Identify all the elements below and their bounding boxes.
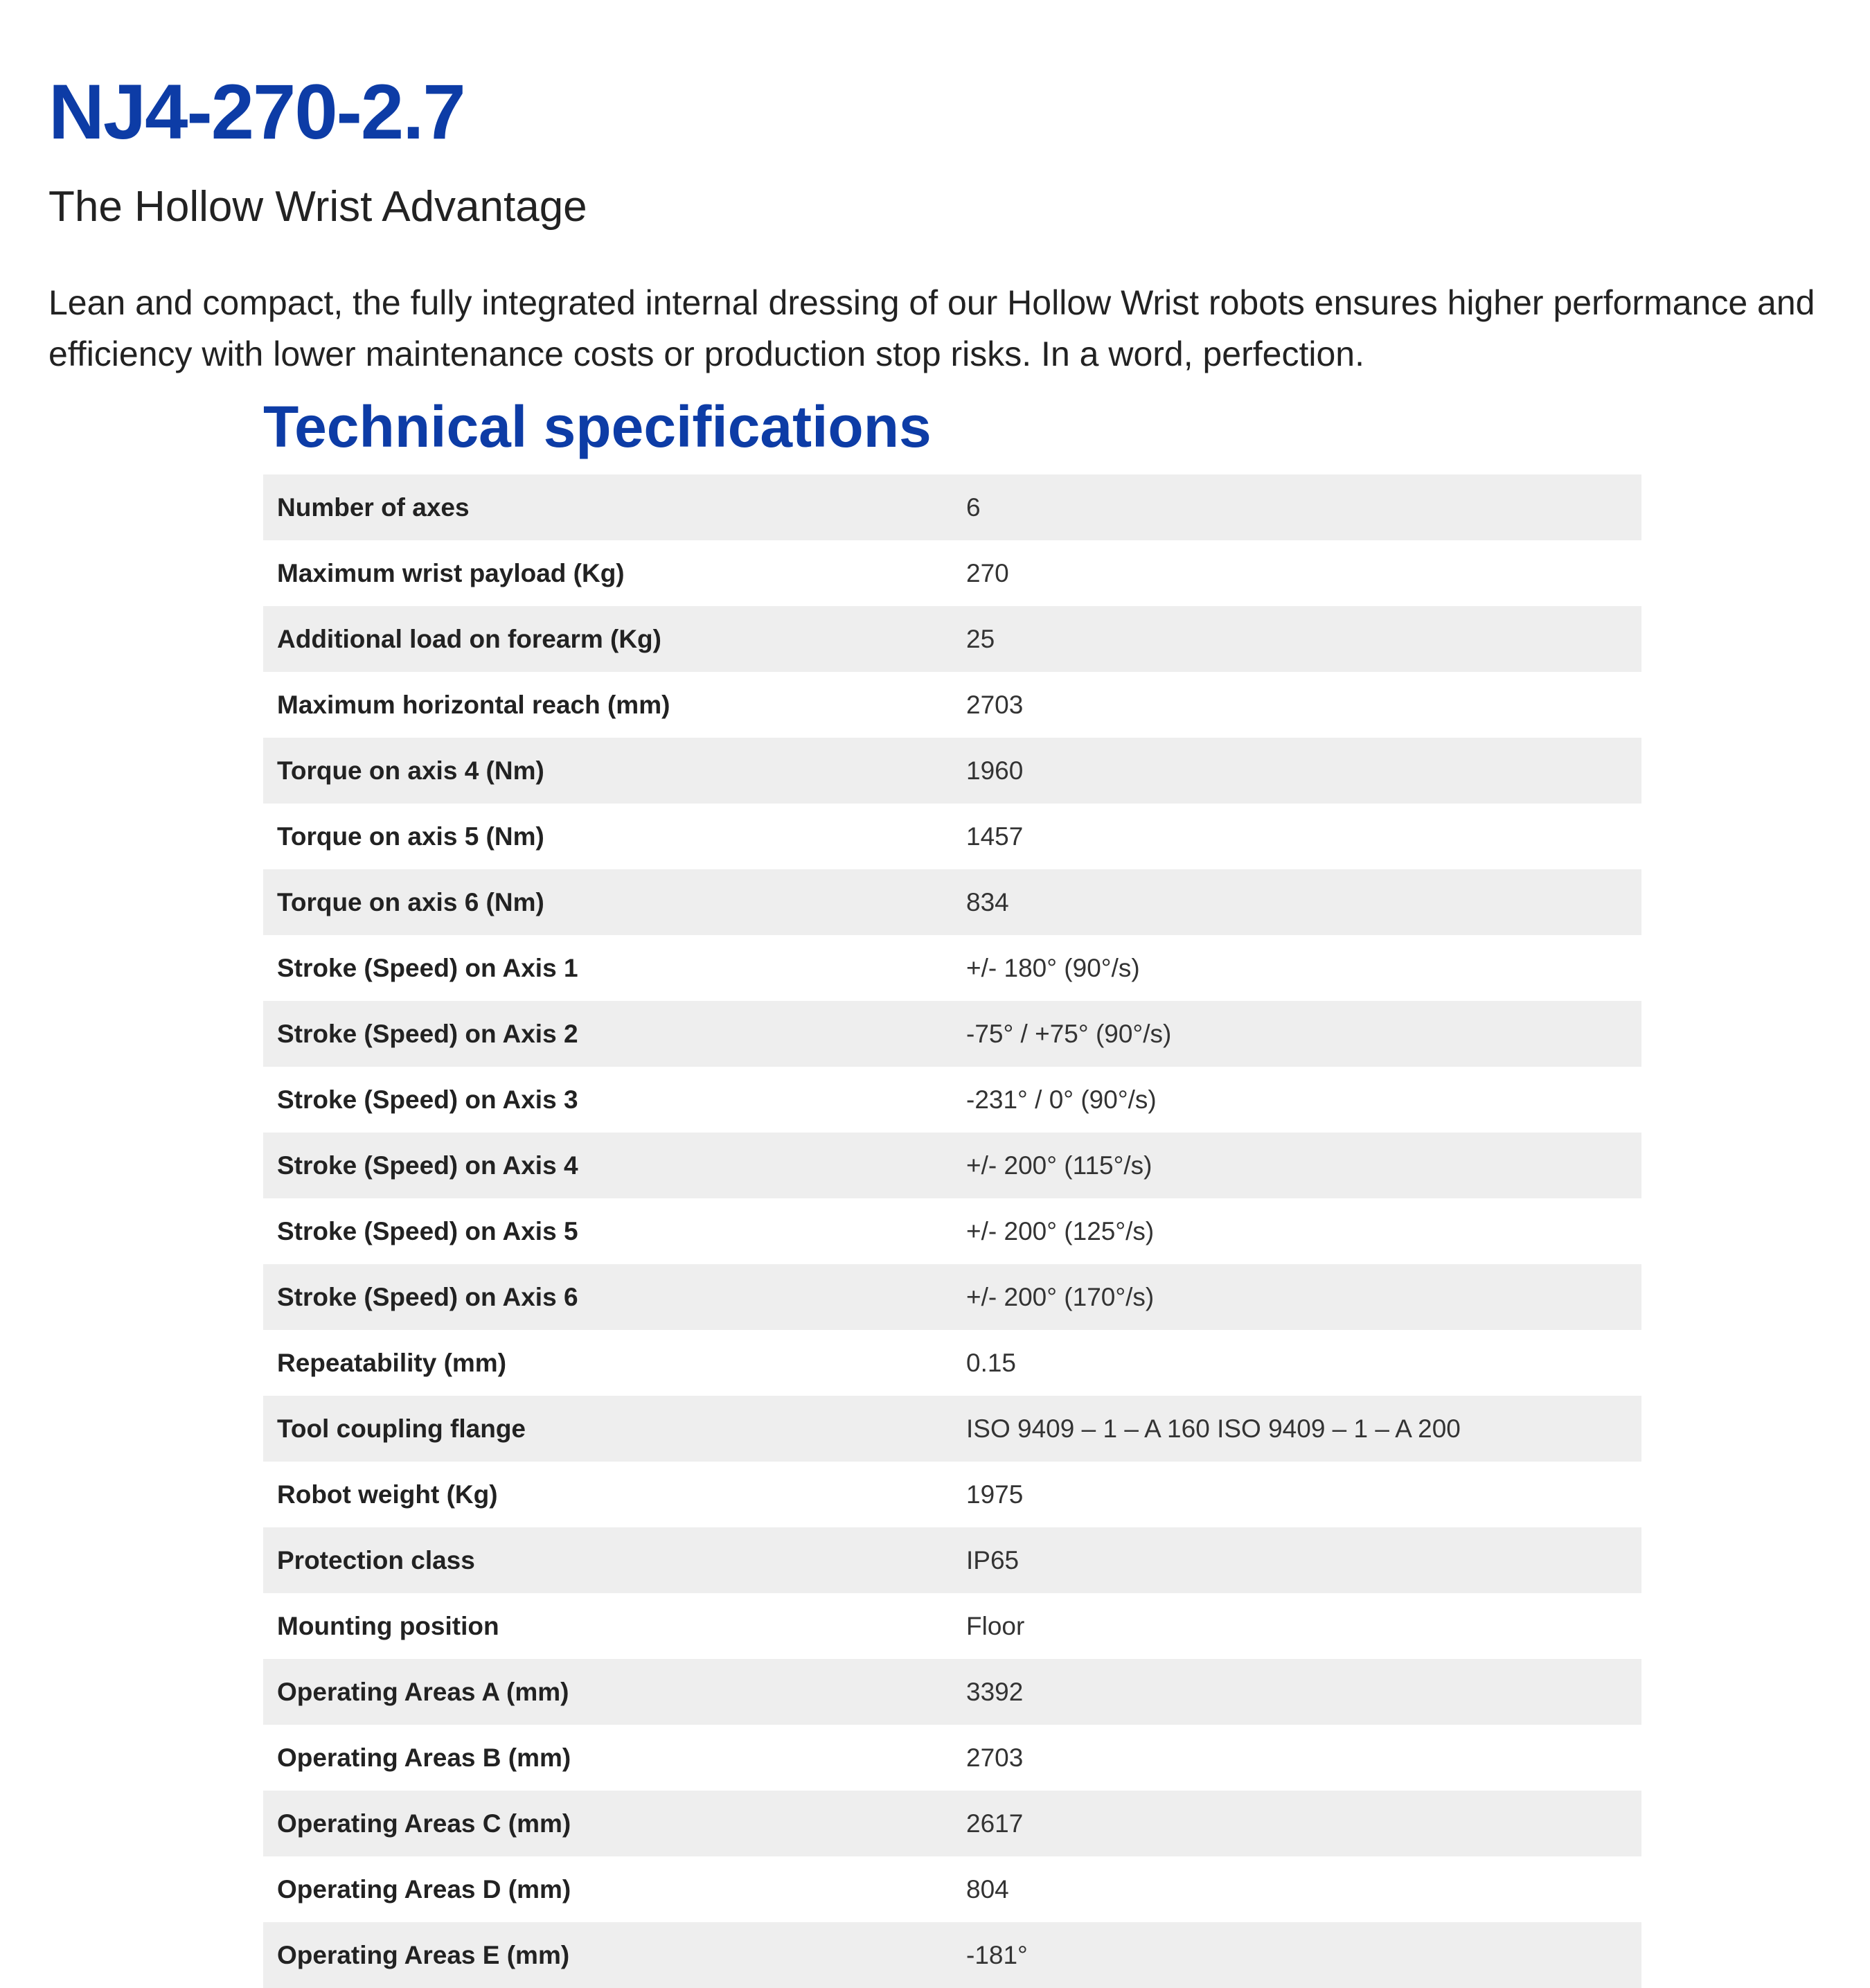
table-row: [263, 1396, 1641, 1462]
specs-heading: Technical specifications: [263, 394, 932, 459]
spec-value: 1960: [952, 738, 1641, 804]
spec-value: 2703: [966, 1743, 1024, 1772]
table-row: [263, 1001, 1641, 1067]
table-row: [263, 1133, 1641, 1198]
spec-value: +/- 200° (115°/s): [952, 1133, 1641, 1198]
spec-value: +/- 200° (125°/s): [966, 1216, 1155, 1245]
table-row: [263, 1067, 1641, 1133]
spec-label: Stroke (Speed) on Axis 2: [263, 1001, 952, 1067]
spec-label: Stroke (Speed) on Axis 1: [277, 953, 578, 982]
table-row: [263, 738, 1641, 804]
table-row: [263, 1527, 1641, 1593]
table-row: [263, 869, 1641, 935]
table-row: [263, 606, 1641, 672]
spec-label: Number of axes: [263, 474, 952, 540]
spec-label: Tool coupling flange: [263, 1396, 952, 1462]
spec-value: Floor: [966, 1611, 1025, 1640]
spec-value: 25: [952, 606, 1641, 672]
spec-value: 3392: [952, 1659, 1641, 1725]
spec-value: 2617: [952, 1791, 1641, 1856]
table-row: [263, 1922, 1641, 1988]
table-row: [263, 540, 1641, 606]
spec-value: +/- 180° (90°/s): [966, 953, 1140, 982]
table-row: [263, 1659, 1641, 1725]
spec-label: Operating Areas B (mm): [277, 1743, 571, 1772]
spec-label: Stroke (Speed) on Axis 5: [277, 1216, 578, 1245]
spec-value: IP65: [952, 1527, 1641, 1593]
specs-table: [263, 474, 1641, 1988]
table-row: [263, 1791, 1641, 1856]
table-row: [263, 1593, 1641, 1659]
table-row: [263, 474, 1641, 540]
table-row: [263, 1856, 1641, 1922]
table-row: [263, 804, 1641, 869]
spec-label: Protection class: [263, 1527, 952, 1593]
table-row: [263, 935, 1641, 1001]
spec-label: Operating Areas D (mm): [277, 1874, 571, 1903]
spec-label: Maximum horizontal reach (mm): [277, 690, 670, 719]
spec-value: 270: [966, 558, 1009, 587]
spec-label: Operating Areas A (mm): [263, 1659, 952, 1725]
product-subtitle: The Hollow Wrist Advantage: [48, 183, 587, 231]
table-row: [263, 1198, 1641, 1264]
table-row: [263, 1264, 1641, 1330]
spec-value: ISO 9409 – 1 – A 160 ISO 9409 – 1 – A 200: [952, 1396, 1641, 1462]
table-row: [263, 1462, 1641, 1527]
spec-value: 0.15: [966, 1348, 1017, 1377]
spec-value: +/- 200° (170°/s): [952, 1264, 1641, 1330]
table-row: [263, 672, 1641, 738]
spec-label: Torque on axis 5 (Nm): [277, 822, 544, 851]
spec-value: 2703: [966, 690, 1024, 719]
spec-value: 804: [966, 1874, 1009, 1903]
intro-paragraph: Lean and compact, the fully integrated internal dressing of our Hollow Wrist robots ensures higher performance and efficiency with lower maintenance costs or production stop risks. In a word, perfection.: [48, 283, 1815, 373]
spec-label: Additional load on forearm (Kg): [263, 606, 952, 672]
spec-label: Mounting position: [277, 1611, 499, 1640]
spec-value: 1457: [966, 822, 1024, 851]
spec-label: Torque on axis 6 (Nm): [263, 869, 952, 935]
spec-value: -231° / 0° (90°/s): [966, 1085, 1157, 1114]
product-title: NJ4-270-2.7: [48, 69, 465, 155]
spec-value: 834: [952, 869, 1641, 935]
spec-label: Stroke (Speed) on Axis 6: [263, 1264, 952, 1330]
spec-label: Robot weight (Kg): [277, 1480, 498, 1509]
spec-value: -181°: [952, 1922, 1641, 1988]
spec-value: -75° / +75° (90°/s): [952, 1001, 1641, 1067]
spec-value: 6: [952, 474, 1641, 540]
table-row: [263, 1725, 1641, 1791]
spec-label: Repeatability (mm): [277, 1348, 507, 1377]
spec-label: Stroke (Speed) on Axis 4: [263, 1133, 952, 1198]
spec-label: Operating Areas C (mm): [263, 1791, 952, 1856]
spec-label: Torque on axis 4 (Nm): [263, 738, 952, 804]
table-row: [263, 1330, 1641, 1396]
spec-label: Maximum wrist payload (Kg): [277, 558, 625, 587]
spec-value: 1975: [966, 1480, 1024, 1509]
spec-label: Operating Areas E (mm): [263, 1922, 952, 1988]
spec-label: Stroke (Speed) on Axis 3: [277, 1085, 578, 1114]
